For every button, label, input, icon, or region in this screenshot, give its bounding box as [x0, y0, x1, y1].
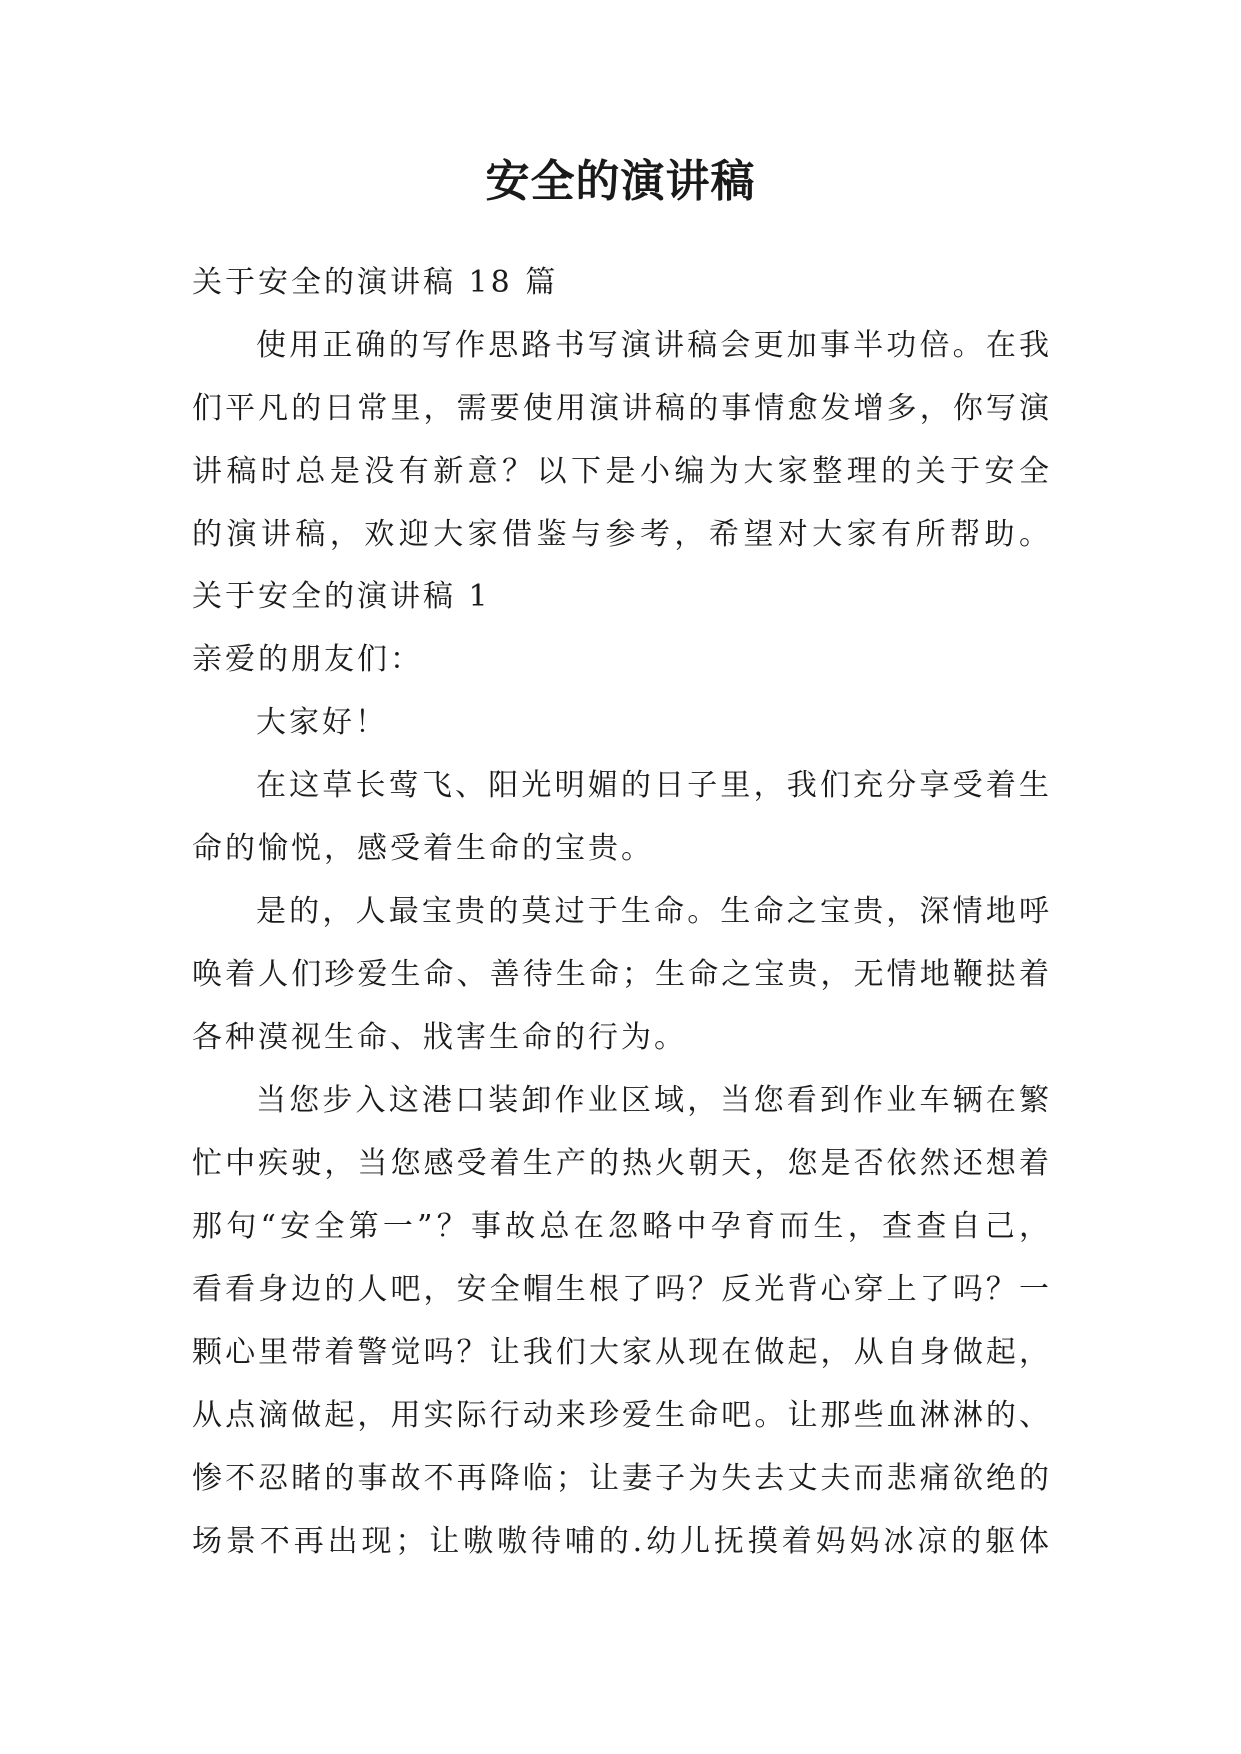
document-title: 安全的演讲稿 [485, 156, 756, 207]
intro-line: 的演讲稿，欢迎大家借鉴与参考，希望对大家有所帮助。 [192, 517, 1052, 552]
paragraph-line: 惨不忍睹的事故不再降临；让妻子为失去丈夫而悲痛欲绝的 [192, 1461, 1052, 1496]
paragraph-line: 忙中疾驶，当您感受着生产的热火朝天，您是否依然还想着 [192, 1146, 1052, 1181]
intro-line: 使用正确的写作思路书写演讲稿会更加事半功倍。在我 [256, 328, 1052, 363]
salutation: 亲爱的朋友们： [192, 642, 423, 677]
paragraph-line: 命的愉悦，感受着生命的宝贵。 [192, 831, 654, 866]
paragraph-line: 场景不再出现；让嗷嗷待哺的.幼儿抚摸着妈妈冰凉的躯体 [192, 1524, 1052, 1559]
paragraph-line: 在这草长莺飞、阳光明媚的日子里，我们充分享受着生 [256, 768, 1052, 803]
paragraph-line: 是的，人最宝贵的莫过于生命。生命之宝贵，深情地呼 [256, 894, 1052, 929]
intro-section [192, 251, 1052, 566]
greeting: 大家好！ [256, 705, 388, 740]
intro-line: 们平凡的日常里，需要使用演讲稿的事情愈发增多，你写演 [192, 391, 1052, 426]
paragraph-line: 当您步入这港口装卸作业区域，当您看到作业车辆在繁 [256, 1083, 1052, 1118]
paragraph-line: 颗心里带着警觉吗？让我们大家从现在做起，从自身做起， [192, 1335, 1052, 1370]
intro-line: 讲稿时总是没有新意？以下是小编为大家整理的关于安全 [192, 454, 1052, 489]
paragraph-line: 从点滴做起，用实际行动来珍爱生命吧。让那些血淋淋的、 [192, 1398, 1052, 1433]
paragraph-line: 那句“安全第一”？事故总在忽略中孕育而生，查查自己， [192, 1209, 1052, 1244]
speech-section-1 [192, 565, 1052, 1573]
article-heading: 关于安全的演讲稿 18 篇 [192, 265, 559, 300]
paragraph-line: 唤着人们珍爱生命、善待生命；生命之宝贵，无情地鞭挞着 [192, 957, 1052, 992]
paragraph-line: 各种漠视生命、戕害生命的行为。 [192, 1020, 687, 1055]
paragraph-line: 看看身边的人吧，安全帽生根了吗？反光背心穿上了吗？一 [192, 1272, 1052, 1307]
section-heading: 关于安全的演讲稿 1 [192, 579, 491, 614]
